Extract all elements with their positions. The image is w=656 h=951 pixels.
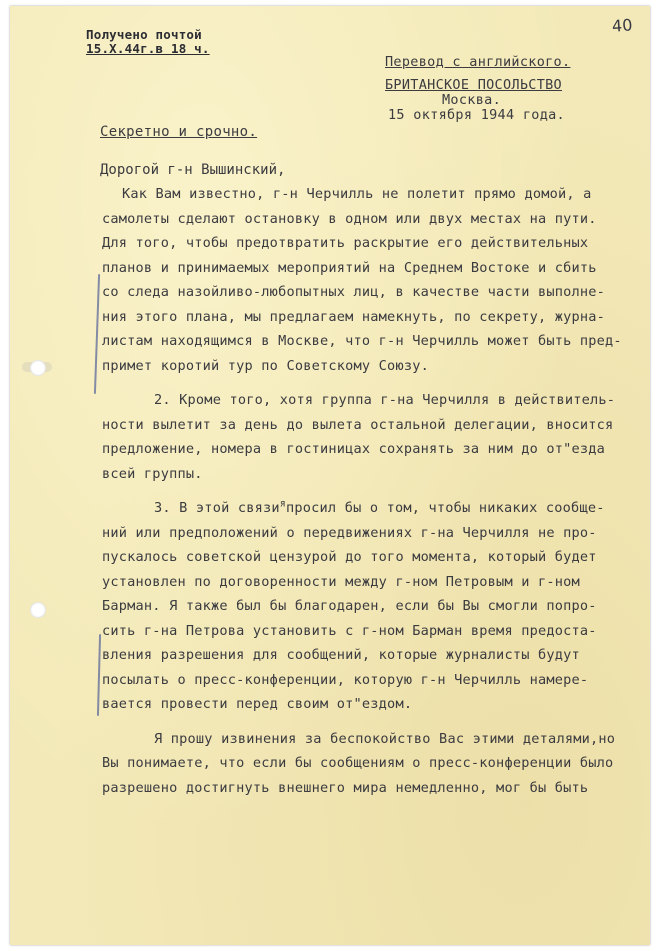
text-line: самолеты сделают остановку в одном или двух местах на пути. bbox=[102, 210, 597, 227]
text-line: посылать о пресс-конференции, которую г-н Черчилль намере- bbox=[102, 671, 589, 688]
pencil-margin-mark bbox=[97, 634, 101, 716]
text-line: Вы понимаете, что если бы сообщениям о пресс-конференции было bbox=[102, 755, 614, 771]
text-line: Для того, чтобы предотвратить раскрытие его действительных bbox=[102, 235, 589, 251]
text-line: вается провести перед своим от"ездом. bbox=[102, 696, 413, 712]
text-line: сить г-на Петрова установить с г-ном Барман время предоста- bbox=[102, 622, 597, 639]
text-line: пускалось советской цензурой до того момента, который будет bbox=[102, 549, 597, 565]
text-line: листам находящимся в Москве, что г-н Черчилль может быть пред- bbox=[102, 333, 622, 349]
text-line: ния этого плана, мы предлагаем намекнуть, по секрету, журна- bbox=[102, 308, 606, 325]
text-line: Я прошу извинения за беспокойство Вас этими деталями,но bbox=[154, 730, 616, 747]
text-line: со следа назойливо-любопытных лиц, в качестве части выполне- bbox=[102, 284, 606, 300]
classification-heading: Секретно и срочно. bbox=[100, 124, 258, 140]
text-line: примет коротий тур по Советскому Союзу. bbox=[102, 357, 429, 374]
translation-note: Перевод с английского. bbox=[385, 54, 571, 70]
text-fragment: 3. В этой связи bbox=[154, 500, 280, 516]
paragraph-3 bbox=[102, 496, 646, 717]
text-line: разрешено достигнуть внешнего мира немедленно, мог бы быть bbox=[102, 779, 589, 796]
page-number: 40 bbox=[611, 15, 633, 36]
letter-date: 15 октября 1944 года. bbox=[388, 107, 565, 123]
paragraph-4 bbox=[102, 727, 646, 801]
text-line: вления разрешения для сообщений, которые журналисты будут bbox=[102, 647, 580, 663]
received-stamp-line2: 15.X.44г.в 18 ч. bbox=[86, 41, 210, 56]
punch-hole bbox=[30, 602, 46, 618]
text-line: ний или предположений о передвижениях г-на Черчилля не про- bbox=[102, 524, 597, 541]
text-line: предложение, номера в гостиницах сохранять за ним до от"езда bbox=[102, 441, 606, 457]
document-page bbox=[10, 6, 650, 945]
text-line: 2. Кроме того, хотя группа г-на Черчилля в действитель- bbox=[154, 392, 616, 408]
paragraph-1 bbox=[102, 182, 646, 378]
text-line: установлен по договоренности между г-ном Петровым и г-ном bbox=[102, 573, 580, 590]
text-line: всей группы. bbox=[102, 465, 203, 482]
text-line: Как Вам известно, г-н Черчилль не полетит прямо домой, а bbox=[122, 186, 592, 202]
paragraph-2 bbox=[102, 388, 646, 486]
pencil-margin-mark bbox=[94, 274, 100, 394]
handwritten-insertion: я bbox=[279, 498, 286, 510]
text-line: планов и принимаемых мероприятий на Среднем Востоке и сбить bbox=[102, 259, 597, 276]
embassy-name: БРИТАНСКОЕ ПОСОЛЬСТВО bbox=[385, 77, 562, 93]
text-fragment: просил бы о том, чтобы никаких сообще- bbox=[286, 500, 605, 516]
letter-body bbox=[102, 182, 646, 800]
text-line bbox=[102, 496, 646, 521]
received-stamp-line1: Получено почтой bbox=[86, 27, 202, 42]
text-line: Барман. Я также был бы благодарен, если бы Вы смогли попро- bbox=[102, 598, 597, 614]
salutation: Дорогой г-н Вышинский, bbox=[100, 162, 286, 178]
punch-hole bbox=[30, 360, 46, 376]
embassy-city: Москва. bbox=[442, 92, 501, 108]
text-line: ности вылетит за день до вылета остальной делегации, вносится bbox=[102, 416, 614, 433]
